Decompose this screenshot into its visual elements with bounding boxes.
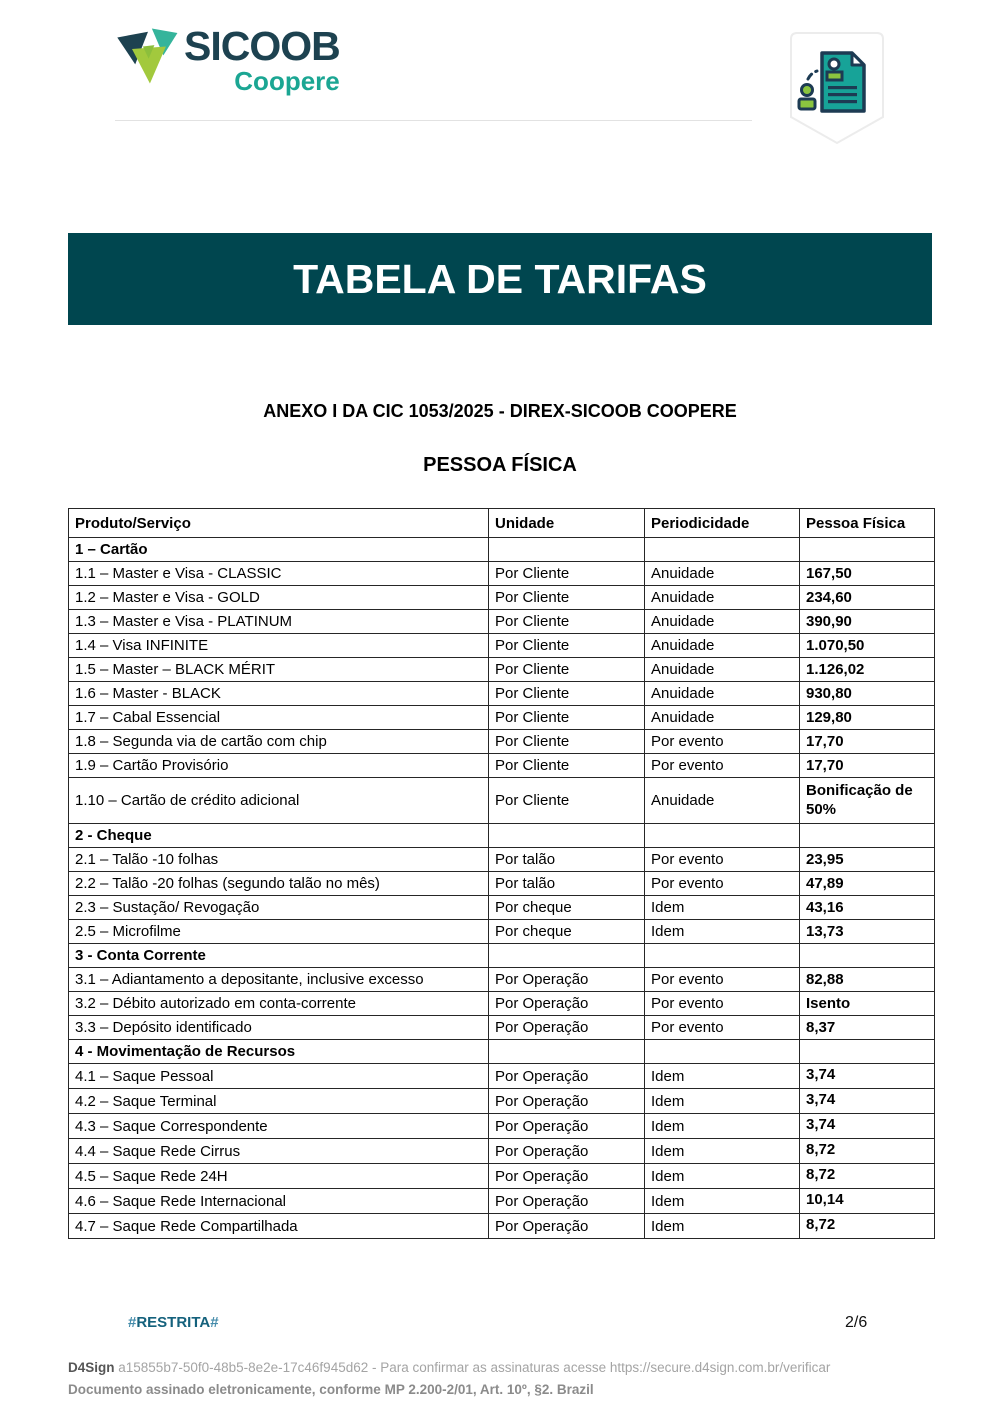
section-row [69, 944, 935, 968]
section-label-cell: 1 – Cartão [69, 538, 489, 562]
table-row [69, 1164, 935, 1189]
value-cell: Isento [800, 992, 935, 1016]
product-cell: 4.1 – Saque Pessoal [69, 1064, 489, 1089]
table-row [69, 658, 935, 682]
d4sign-brand: D4Sign [68, 1360, 115, 1375]
value-cell: 390,90 [800, 610, 935, 634]
product-cell: 1.7 – Cabal Essencial [69, 706, 489, 730]
hash-suffix: # [210, 1314, 219, 1331]
periodicity-cell: Idem [645, 1214, 800, 1239]
periodicity-cell: Idem [645, 920, 800, 944]
value-cell: 23,95 [800, 848, 935, 872]
periodicity-cell: Anuidade [645, 658, 800, 682]
product-cell: 2.3 – Sustação/ Revogação [69, 896, 489, 920]
unit-cell: Por Operação [489, 1164, 645, 1189]
periodicity-cell: Anuidade [645, 778, 800, 824]
anexo-subtitle: ANEXO I DA CIC 1053/2025 - DIREX-SICOOB COOPERE [263, 401, 737, 421]
section-row [69, 538, 935, 562]
product-cell: 1.4 – Visa INFINITE [69, 634, 489, 658]
unit-cell: Por Operação [489, 968, 645, 992]
signed-document-badge-icon [789, 31, 885, 145]
sicoob-triangles-icon [116, 26, 180, 104]
value-cell: 3,74 [800, 1089, 935, 1114]
table-row [69, 562, 935, 586]
table-row [69, 778, 935, 824]
value-cell: 82,88 [800, 968, 935, 992]
value-cell: 3,74 [800, 1114, 935, 1139]
table-row [69, 848, 935, 872]
page-number: 2/6 [845, 1314, 868, 1331]
unit-cell: Por Cliente [489, 562, 645, 586]
d4sign-hash-text: a15855b7-50f0-48b5-8e2e-17c46f945d62 - Para confirmar as assinaturas acesse https://secure.d4sign.com.br/verificar [114, 1360, 831, 1375]
table-row [69, 896, 935, 920]
product-cell: 1.9 – Cartão Provisório [69, 754, 489, 778]
unit-cell [489, 1040, 645, 1064]
product-cell: 1.3 – Master e Visa - PLATINUM [69, 610, 489, 634]
section-label-cell: 3 - Conta Corrente [69, 944, 489, 968]
table-row [69, 968, 935, 992]
periodicity-cell: Idem [645, 896, 800, 920]
periodicity-cell: Por evento [645, 872, 800, 896]
value-cell [800, 824, 935, 848]
product-cell: 1.8 – Segunda via de cartão com chip [69, 730, 489, 754]
periodicity-cell: Por evento [645, 992, 800, 1016]
table-row [69, 634, 935, 658]
value-cell: 8,72 [800, 1214, 935, 1239]
value-cell: 17,70 [800, 730, 935, 754]
tariff-table-body [69, 538, 935, 1239]
classification-label [128, 1314, 219, 1331]
periodicity-cell: Idem [645, 1189, 800, 1214]
value-cell: Bonificação de 50% [800, 778, 935, 824]
periodicity-cell: Anuidade [645, 706, 800, 730]
signature-footer [68, 1357, 830, 1402]
logo-text [184, 23, 340, 96]
periodicity-cell: Anuidade [645, 610, 800, 634]
product-cell: 2.5 – Microfilme [69, 920, 489, 944]
column-header-periodicidade: Periodicidade [645, 509, 800, 538]
table-row [69, 920, 935, 944]
unit-cell: Por Operação [489, 1139, 645, 1164]
unit-cell: Por Operação [489, 1189, 645, 1214]
product-cell: 1.1 – Master e Visa - CLASSIC [69, 562, 489, 586]
unit-cell: Por Cliente [489, 730, 645, 754]
value-cell: 3,74 [800, 1064, 935, 1089]
table-row [69, 586, 935, 610]
table-row [69, 682, 935, 706]
sicoob-logo [116, 23, 340, 104]
header-divider [115, 120, 752, 121]
product-cell: 4.3 – Saque Correspondente [69, 1114, 489, 1139]
unit-cell [489, 824, 645, 848]
table-row [69, 1114, 935, 1139]
tariff-table [68, 508, 935, 1239]
unit-cell: Por Operação [489, 1214, 645, 1239]
product-cell: 1.6 – Master - BLACK [69, 682, 489, 706]
brand-subname: Coopere [234, 66, 340, 96]
periodicity-cell [645, 538, 800, 562]
table-row [69, 706, 935, 730]
periodicity-cell: Idem [645, 1164, 800, 1189]
table-row [69, 1016, 935, 1040]
section-row [69, 1040, 935, 1064]
section-row [69, 824, 935, 848]
product-cell: 1.2 – Master e Visa - GOLD [69, 586, 489, 610]
column-header-pessoa-fisica: Pessoa Física [800, 509, 935, 538]
table-row [69, 1214, 935, 1239]
value-cell [800, 1040, 935, 1064]
periodicity-cell: Anuidade [645, 586, 800, 610]
periodicity-cell: Por evento [645, 1016, 800, 1040]
product-cell: 4.6 – Saque Rede Internacional [69, 1189, 489, 1214]
product-cell: 1.5 – Master – BLACK MÉRIT [69, 658, 489, 682]
periodicity-cell: Anuidade [645, 634, 800, 658]
value-cell: 8,72 [800, 1139, 935, 1164]
value-cell: 1.126,02 [800, 658, 935, 682]
unit-cell: Por Cliente [489, 610, 645, 634]
periodicity-cell [645, 1040, 800, 1064]
title-banner [68, 233, 932, 325]
unit-cell: Por Cliente [489, 706, 645, 730]
unit-cell: Por cheque [489, 920, 645, 944]
table-row [69, 872, 935, 896]
product-cell: 4.7 – Saque Rede Compartilhada [69, 1214, 489, 1239]
value-cell: 17,70 [800, 754, 935, 778]
periodicity-cell: Anuidade [645, 682, 800, 706]
product-cell: 4.5 – Saque Rede 24H [69, 1164, 489, 1189]
product-cell: 3.3 – Depósito identificado [69, 1016, 489, 1040]
value-cell: 930,80 [800, 682, 935, 706]
value-cell: 1.070,50 [800, 634, 935, 658]
classification-word: RESTRITA [136, 1314, 211, 1331]
periodicity-cell: Anuidade [645, 562, 800, 586]
periodicity-cell [645, 824, 800, 848]
unit-cell: Por Operação [489, 1089, 645, 1114]
product-cell: 4.4 – Saque Rede Cirrus [69, 1139, 489, 1164]
value-cell: 47,89 [800, 872, 935, 896]
table-row [69, 1089, 935, 1114]
unit-cell: Por Cliente [489, 586, 645, 610]
signature-legal-line: Documento assinado eletronicamente, conforme MP 2.200-2/01, Art. 10º, §2. Brazil [68, 1382, 594, 1398]
product-cell: 2.2 – Talão -20 folhas (segundo talão no mês) [69, 872, 489, 896]
table-row [69, 730, 935, 754]
column-header-produto: Produto/Serviço [69, 509, 489, 538]
unit-cell: Por Operação [489, 992, 645, 1016]
periodicity-cell: Por evento [645, 848, 800, 872]
table-row [69, 610, 935, 634]
value-cell: 8,37 [800, 1016, 935, 1040]
periodicity-cell: Idem [645, 1139, 800, 1164]
d4sign-line [68, 1357, 830, 1379]
periodicity-cell [645, 944, 800, 968]
unit-cell: Por Operação [489, 1016, 645, 1040]
table-row [69, 992, 935, 1016]
unit-cell: Por Cliente [489, 658, 645, 682]
value-cell [800, 538, 935, 562]
table-row [69, 1064, 935, 1089]
periodicity-cell: Por evento [645, 968, 800, 992]
product-cell: 2.1 – Talão -10 folhas [69, 848, 489, 872]
section-title: PESSOA FÍSICA [423, 454, 577, 476]
periodicity-cell: Idem [645, 1089, 800, 1114]
value-cell: 167,50 [800, 562, 935, 586]
table-row [69, 754, 935, 778]
value-cell: 43,16 [800, 896, 935, 920]
brand-name: SICOOB [184, 23, 340, 69]
unit-cell: Por Cliente [489, 754, 645, 778]
unit-cell: Por Cliente [489, 778, 645, 824]
value-cell: 13,73 [800, 920, 935, 944]
unit-cell: Por Cliente [489, 682, 645, 706]
periodicity-cell: Idem [645, 1114, 800, 1139]
value-cell: 10,14 [800, 1189, 935, 1214]
unit-cell: Por talão [489, 872, 645, 896]
section-label-cell: 2 - Cheque [69, 824, 489, 848]
product-cell: 4.2 – Saque Terminal [69, 1089, 489, 1114]
table-header-row [69, 509, 935, 538]
unit-cell: Por talão [489, 848, 645, 872]
section-label-cell: 4 - Movimentação de Recursos [69, 1040, 489, 1064]
value-cell: 129,80 [800, 706, 935, 730]
unit-cell: Por cheque [489, 896, 645, 920]
product-cell: 3.1 – Adiantamento a depositante, inclusive excesso [69, 968, 489, 992]
periodicity-cell: Idem [645, 1064, 800, 1089]
unit-cell: Por Operação [489, 1114, 645, 1139]
value-cell: 8,72 [800, 1164, 935, 1189]
hash-prefix: # [128, 1314, 137, 1331]
unit-cell: Por Cliente [489, 634, 645, 658]
periodicity-cell: Por evento [645, 754, 800, 778]
table-row [69, 1139, 935, 1164]
periodicity-cell: Por evento [645, 730, 800, 754]
value-cell [800, 944, 935, 968]
unit-cell [489, 944, 645, 968]
value-cell: 234,60 [800, 586, 935, 610]
page-title: TABELA DE TARIFAS [293, 255, 707, 302]
column-header-unidade: Unidade [489, 509, 645, 538]
product-cell: 1.10 – Cartão de crédito adicional [69, 778, 489, 824]
unit-cell [489, 538, 645, 562]
product-cell: 3.2 – Débito autorizado em conta-corrente [69, 992, 489, 1016]
table-row [69, 1189, 935, 1214]
unit-cell: Por Operação [489, 1064, 645, 1089]
